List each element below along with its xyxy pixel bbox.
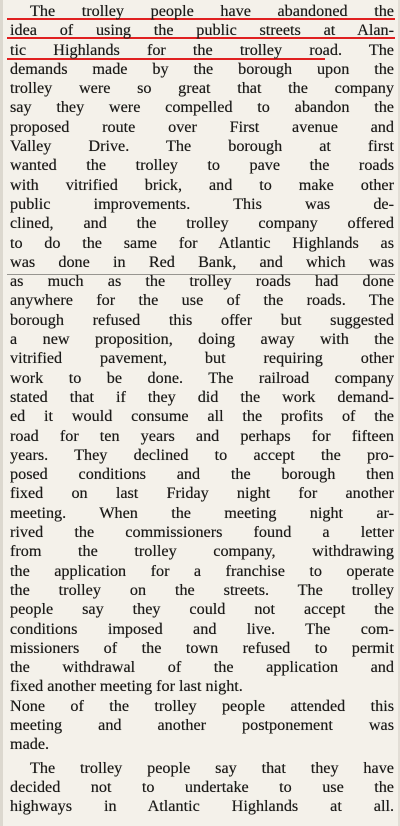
text-line: public improvements. This was de-: [10, 194, 394, 213]
text-line: posed conditions and the borough then: [10, 465, 394, 484]
text-line: proposed route over First avenue and: [10, 117, 394, 136]
text-line: stated that if they did the work demand-: [10, 387, 394, 406]
text-line: demands made by the borough upon the: [10, 59, 394, 78]
text-line: wanted the trolley to pave the roads: [10, 156, 394, 175]
text-line: meeting and another postponement was: [10, 715, 394, 734]
text-line: meeting. When the meeting night ar-: [10, 503, 394, 522]
text-line: road for ten years and perhaps for fifteen: [10, 426, 394, 445]
text-line: trolley were so great that the company: [10, 79, 394, 98]
text-line: the application for a franchise to operate: [10, 561, 394, 580]
article-column: [10, 2, 394, 816]
text-line: Valley Drive. The borough at first: [10, 137, 394, 156]
text-line: highways in Atlantic Highlands at all.: [10, 797, 394, 816]
paragraph-2: [10, 759, 394, 817]
text-line: conditions imposed and live. The com-: [10, 619, 394, 638]
text-line: None of the trolley people attended this: [10, 696, 394, 715]
text-line: fixed on last Friday night for another: [10, 484, 394, 503]
text-line: rived the commissioners found a letter: [10, 523, 394, 542]
text-line: as much as the trolley roads had done: [10, 272, 394, 291]
text-line: anywhere for the use of the roads. The: [10, 291, 394, 310]
text-line: borough refused this offer but suggested: [10, 310, 394, 329]
text-line: clined, and the trolley company offered: [10, 214, 394, 233]
text-line: ed it would consume all the profits of the: [10, 407, 394, 426]
text-line: to do the same for Atlantic Highlands as: [10, 233, 394, 252]
text-line: missioners of the town refused to permit: [10, 638, 394, 657]
text-line: vitrified pavement, but requiring other: [10, 349, 394, 368]
text-line: made.: [10, 735, 50, 754]
text-line: people say they could not accept the: [10, 600, 394, 619]
text-line: with vitrified brick, and to make other: [10, 175, 394, 194]
text-line: was done in Red Bank, and which was: [10, 252, 394, 271]
text-line: the trolley on the streets. The trolley: [10, 580, 394, 599]
text-line: the withdrawal of the application and: [10, 658, 394, 677]
text-line: The trolley people have abandoned the: [30, 2, 394, 20]
text-line: The trolley people say that they have: [30, 758, 394, 777]
text-line: work to be done. The railroad company: [10, 368, 394, 387]
text-line: idea of using the public streets at Alan-: [10, 21, 394, 40]
text-line: say they were compelled to abandon the: [10, 98, 394, 117]
text-line: a new proposition, doing away with the: [10, 330, 394, 349]
text-line: years. They declined to accept the pro-: [10, 445, 394, 464]
paragraph-1: [10, 2, 394, 755]
text-line: fixed another meeting for last night.: [10, 677, 243, 696]
text-line: tic Highlands for the trolley road. The: [10, 40, 394, 59]
text-line: from the trolley company, withdrawing: [10, 542, 394, 561]
text-line: decided not to undertake to use the: [10, 777, 394, 796]
